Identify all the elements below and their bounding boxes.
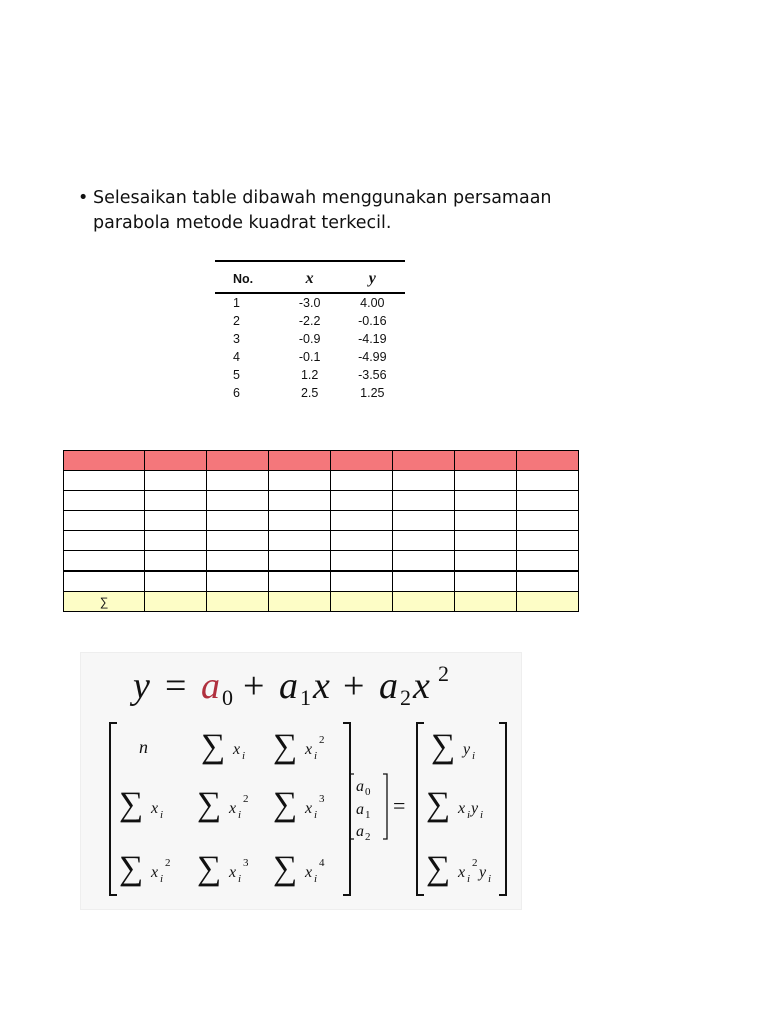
svg-text:a: a [356,801,364,818]
empty-cell[interactable] [455,491,517,511]
header-cell[interactable] [393,451,455,471]
svg-text:+: + [343,665,365,707]
svg-text:i: i [242,750,246,762]
empty-cell[interactable] [455,551,517,572]
empty-cell[interactable] [517,551,579,572]
empty-cell[interactable] [64,511,145,531]
svg-text:∑: ∑ [197,786,222,823]
empty-cell[interactable] [517,571,579,592]
empty-cell[interactable] [331,551,393,572]
empty-cell[interactable] [393,511,455,531]
svg-text:a: a [356,823,364,840]
empty-cell[interactable] [269,491,331,511]
svg-text:i: i [314,873,318,885]
empty-cell[interactable] [145,531,207,551]
empty-cell[interactable] [455,511,517,531]
sum-cell[interactable] [269,592,331,612]
empty-cell[interactable] [269,471,331,491]
cell-y: -0.16 [358,314,387,328]
work-table-row [64,471,579,491]
rhs-bracket-open [417,723,424,895]
svg-text:∑: ∑ [426,786,451,823]
svg-text:2: 2 [438,661,449,686]
sum-cell[interactable] [455,592,517,612]
empty-cell[interactable] [393,571,455,592]
svg-text:n: n [139,737,148,757]
cell-y: -3.56 [358,368,387,382]
empty-cell[interactable] [145,551,207,572]
svg-text:2: 2 [319,734,325,746]
cell-y: -4.19 [358,332,387,346]
empty-cell[interactable] [331,471,393,491]
work-table-row [64,571,579,592]
work-table-sum-row [64,592,579,612]
equals-sign: = [393,793,406,818]
header-cell[interactable] [207,451,269,471]
table-row [215,293,405,312]
instruction-sentence: Selesaikan table dibawah menggunakan persamaan parabola metode kuadrat terkecil. [93,188,552,233]
svg-text:2: 2 [165,857,171,869]
svg-text:3: 3 [243,857,249,869]
header-cell[interactable] [455,451,517,471]
svg-text:x: x [151,864,159,881]
header-x: x [280,261,340,293]
work-table-row [64,491,579,511]
svg-text:i: i [238,809,242,821]
empty-cell[interactable] [207,531,269,551]
empty-cell[interactable] [331,491,393,511]
cell-y: 4.00 [360,296,385,310]
empty-cell[interactable] [207,491,269,511]
empty-cell[interactable] [331,531,393,551]
matrix-left-bracket-close [343,723,350,895]
svg-text:a: a [356,778,364,795]
svg-text:i: i [314,809,318,821]
empty-cell[interactable] [393,491,455,511]
svg-text:i: i [160,873,164,885]
empty-cell[interactable] [145,471,207,491]
svg-text:y: y [133,665,150,707]
sum-label: ∑ [64,592,145,612]
svg-text:3: 3 [319,793,325,805]
cell-no: 4 [233,350,240,364]
svg-text:y: y [463,741,471,758]
header-cell[interactable] [269,451,331,471]
formula-image [80,652,522,910]
svg-text:i: i [488,873,492,885]
svg-text:i: i [467,873,471,885]
svg-text:∑: ∑ [273,786,298,823]
empty-cell[interactable] [455,471,517,491]
svg-text:x: x [305,741,313,758]
svg-text:∑: ∑ [431,728,456,765]
cell-y: 1.25 [360,386,385,400]
cell-x: -0.1 [298,350,321,364]
cell-no: 1 [233,296,240,310]
svg-text:1: 1 [300,685,311,710]
header-cell[interactable] [64,451,145,471]
empty-cell[interactable] [64,471,145,491]
svg-text:1: 1 [365,809,371,821]
svg-text:2: 2 [365,831,371,843]
cell-no: 5 [233,368,240,382]
svg-text:x: x [313,665,330,707]
normal-equation-formula [81,653,521,909]
svg-text:x: x [458,864,466,881]
header-cell[interactable] [517,451,579,471]
rhs-bracket-close [499,723,506,895]
empty-cell[interactable] [145,571,207,592]
svg-text:x: x [458,800,466,817]
sum-cell[interactable] [393,592,455,612]
svg-text:x: x [413,665,430,707]
svg-text:x: x [229,800,237,817]
coef-vector-bracket-close [383,774,387,839]
table-row [215,348,405,366]
empty-cell[interactable] [269,511,331,531]
svg-text:+: + [243,665,265,707]
cell-x: 1.2 [300,368,319,382]
empty-cell[interactable] [64,571,145,592]
svg-text:∑: ∑ [201,728,226,765]
table-row [215,384,405,402]
bullet-point: • [78,188,89,208]
empty-cell[interactable] [331,571,393,592]
header-cell[interactable] [145,451,207,471]
parabola-equation [129,661,449,710]
empty-cell[interactable] [331,511,393,531]
svg-text:∑: ∑ [119,850,144,887]
svg-text:2: 2 [400,685,411,710]
empty-cell[interactable] [517,531,579,551]
work-table-row [64,511,579,531]
sum-cell[interactable] [207,592,269,612]
cell-x: -3.0 [298,296,321,310]
empty-cell[interactable] [517,491,579,511]
svg-text:4: 4 [319,857,325,869]
rhs-vector [426,728,491,887]
svg-text:∑: ∑ [273,728,298,765]
cell-x: 2.5 [300,386,319,400]
svg-text:a: a [201,665,220,707]
header-no: No. [215,261,280,293]
svg-text:x: x [151,800,159,817]
empty-cell[interactable] [269,571,331,592]
empty-cell[interactable] [393,471,455,491]
svg-text:i: i [238,873,242,885]
cell-x: -2.2 [298,314,321,328]
empty-cell[interactable] [207,551,269,572]
sum-cell[interactable] [145,592,207,612]
svg-text:a: a [279,665,298,707]
cell-no: 3 [233,332,240,346]
empty-cell[interactable] [269,531,331,551]
work-table-row [64,551,579,572]
svg-text:i: i [160,809,164,821]
data-table [215,260,405,402]
svg-text:y: y [479,864,487,881]
sum-cell[interactable] [517,592,579,612]
svg-text:∑: ∑ [197,850,222,887]
empty-cell[interactable] [207,511,269,531]
empty-cell[interactable] [64,551,145,572]
cell-no: 2 [233,314,240,328]
svg-text:0: 0 [222,685,233,710]
empty-cell[interactable] [393,551,455,572]
empty-cell[interactable] [455,531,517,551]
work-table-row [64,531,579,551]
svg-text:i: i [467,809,471,821]
header-y: y [340,261,405,293]
table-row [215,366,405,384]
svg-text:0: 0 [365,786,371,798]
empty-cell[interactable] [517,471,579,491]
svg-text:∑: ∑ [273,850,298,887]
coefficient-matrix [119,728,325,887]
coefficient-vector [356,778,371,843]
svg-text:x: x [229,864,237,881]
svg-text:∑: ∑ [426,850,451,887]
header-cell[interactable] [331,451,393,471]
svg-text:=: = [165,665,187,707]
svg-text:2: 2 [243,793,249,805]
empty-cell[interactable] [64,491,145,511]
table-row [215,330,405,348]
matrix-left-bracket-open [110,723,117,895]
svg-text:i: i [314,750,318,762]
table-row [215,312,405,330]
svg-text:i: i [480,809,484,821]
empty-cell[interactable] [517,511,579,531]
empty-cell[interactable] [145,511,207,531]
empty-cell[interactable] [269,551,331,572]
cell-no: 6 [233,386,240,400]
sum-cell[interactable] [331,592,393,612]
svg-text:x: x [305,800,313,817]
empty-cell[interactable] [207,571,269,592]
empty-cell[interactable] [455,571,517,592]
empty-cell[interactable] [145,491,207,511]
empty-cell[interactable] [207,471,269,491]
data-table-header [215,261,405,293]
instruction-text [78,186,598,236]
svg-text:x: x [305,864,313,881]
work-table [63,450,579,612]
svg-text:x: x [233,741,241,758]
empty-cell[interactable] [393,531,455,551]
svg-text:a: a [379,665,398,707]
svg-text:i: i [472,750,476,762]
work-table-header-row [64,451,579,471]
coef-vector-bracket-open [350,774,354,839]
svg-text:∑: ∑ [119,786,144,823]
empty-cell[interactable] [64,531,145,551]
svg-text:y: y [471,800,479,817]
cell-x: -0.9 [298,332,321,346]
svg-text:2: 2 [472,857,478,869]
cell-y: -4.99 [358,350,387,364]
